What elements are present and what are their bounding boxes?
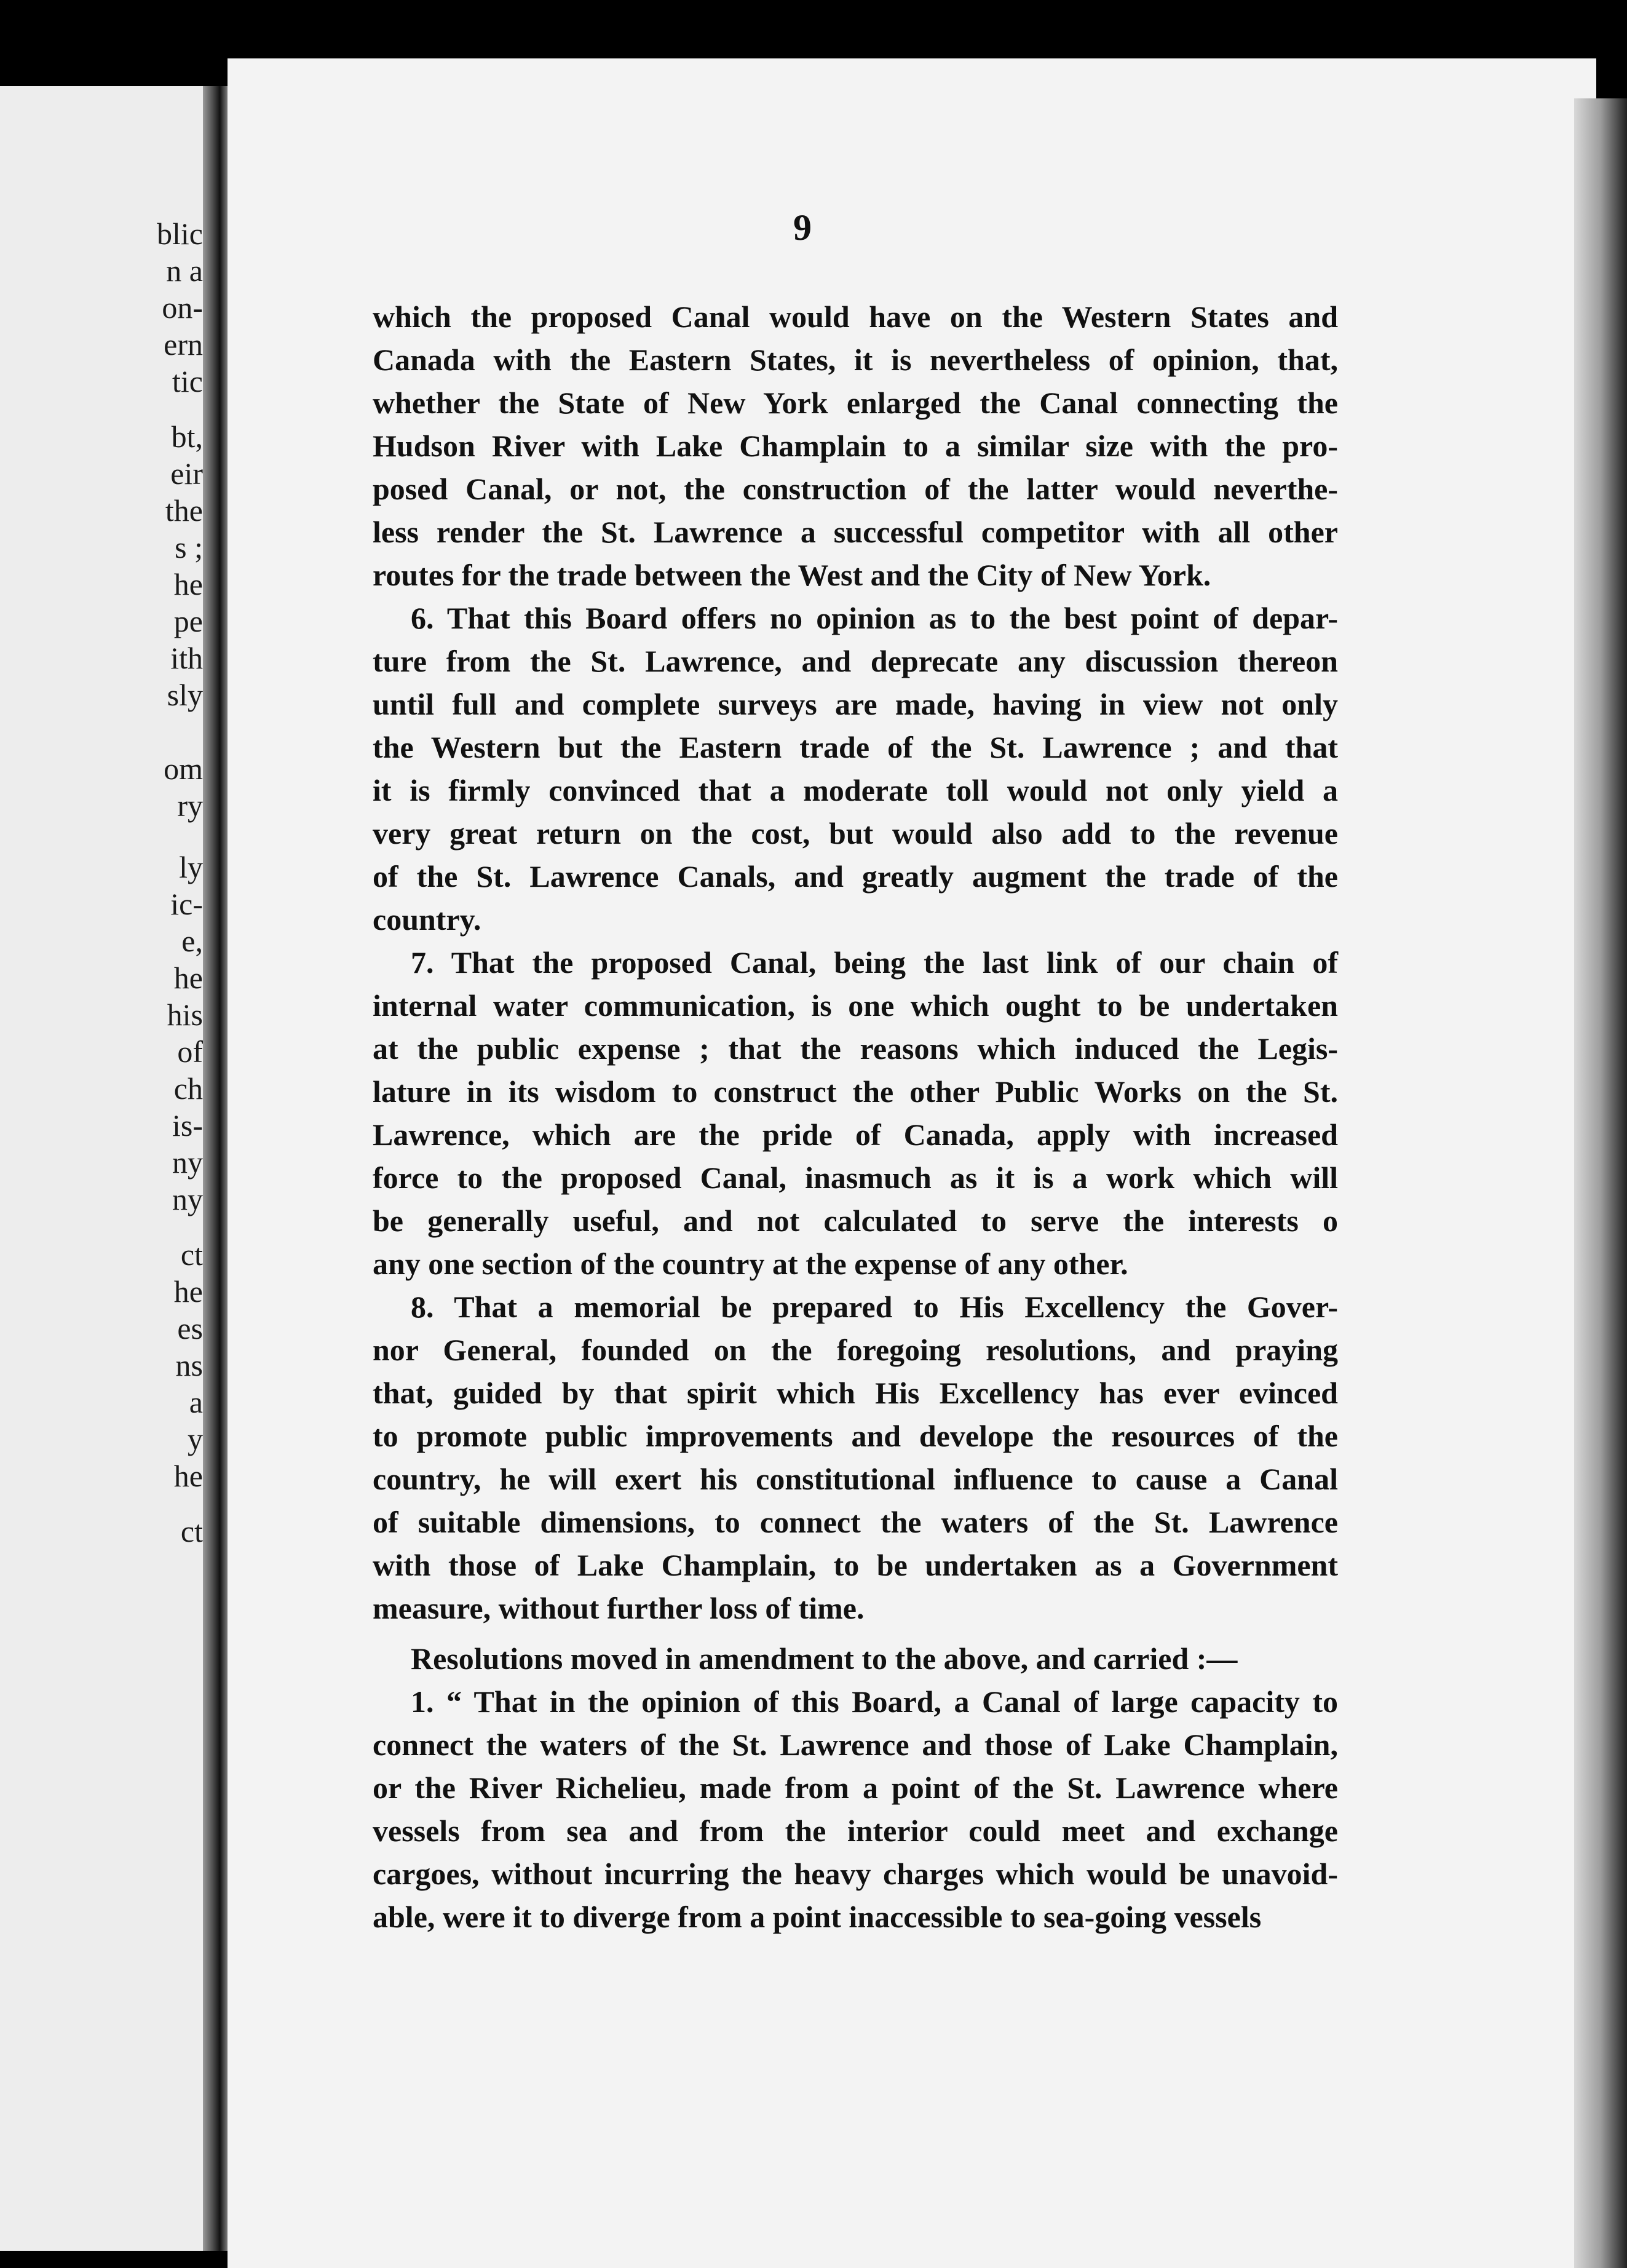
text-line: able, were it to diverge from a point inaccessible to sea-going vessels [373,1900,1262,1934]
left-page-fragment: sly [167,678,203,712]
text-line: cargoes, without incurring the heavy charges which would be unavoid- [373,1857,1338,1891]
text-line: or the River Richelieu, made from a point of the St. Lawrence where [373,1770,1338,1805]
text-line: 6. That this Board offers no opinion as to the best point of depar- [411,601,1338,635]
page-body-text [373,295,1338,1938]
text-line: 1. “ That in the opinion of this Board, a Canal of large capacity to [411,1684,1338,1719]
paragraph [373,1285,1338,1630]
left-page-fragment: ct [180,1237,203,1272]
text-line: of suitable dimensions, to connect the waters of the St. Lawrence [373,1505,1338,1539]
left-page-fragment: s ; [175,530,203,565]
left-page-fragment: his [167,997,203,1032]
text-line: vessels from sea and from the interior could meet and exchange [373,1814,1338,1848]
left-page-fragment: ly [179,850,203,884]
text-line: until full and complete surveys are made, having in view not only [373,687,1338,721]
left-page-fragment: ct [180,1514,203,1548]
paragraph [373,1680,1338,1938]
left-page-fragment: tic [172,364,203,398]
text-line: any one section of the country at the expense of any other. [373,1247,1128,1281]
left-page-fragment: n a [166,253,203,288]
text-line: posed Canal, or not, the construction of the latter would neverthe- [373,472,1338,506]
left-page-fragment: ry [177,788,203,823]
left-page-fragment: bt, [171,419,203,454]
text-line: less render the St. Lawrence a successful competitor with all other [373,515,1338,549]
text-line: force to the proposed Canal, inasmuch as it is a work which will [373,1160,1338,1195]
text-line: which the proposed Canal would have on the Western States and [373,299,1338,334]
left-page-fragment: on- [162,290,203,325]
text-line: lature in its wisdom to construct the other Public Works on the St. [373,1074,1338,1109]
text-line: country, he will exert his constitutional influence to cause a Canal [373,1462,1338,1496]
left-page-fragment: blic [157,216,203,251]
text-line: nor General, founded on the foregoing resolutions, and praying [373,1333,1338,1367]
left-page-fragment: ch [173,1071,203,1106]
text-line: Lawrence, which are the pride of Canada, apply with increased [373,1117,1338,1152]
text-line: Resolutions moved in amendment to the above, and carried :— [411,1641,1238,1676]
text-line: to promote public improvements and develope the resources of the [373,1419,1338,1453]
left-page-fragment: ic- [170,887,203,921]
paragraph [373,597,1338,941]
paragraph [373,1637,1338,1680]
text-line: ture from the St. Lawrence, and deprecate any discussion thereon [373,644,1338,678]
left-page-fragment: he [173,567,203,601]
text-line: be generally useful, and not calculated to serve the interests o [373,1203,1338,1238]
text-line: with those of Lake Champlain, to be undertaken as a Government [373,1548,1338,1582]
text-line: it is firmly convinced that a moderate toll would not only yield a [373,773,1338,807]
text-line: at the public expense ; that the reasons which induced the Legis- [373,1031,1338,1066]
left-page-fragment: the [165,493,203,528]
text-line: 7. That the proposed Canal, being the last link of our chain of [411,945,1338,980]
left-page-fragment: om [164,751,203,786]
left-page-fragment: eir [170,456,203,491]
text-line: very great return on the cost, but would also add to the revenue [373,816,1338,850]
text-line: internal water communication, is one which ought to be undertaken [373,988,1338,1023]
paragraph [373,941,1338,1285]
left-page-fragment: he [173,1274,203,1309]
text-line: measure, without further loss of time. [373,1591,865,1625]
text-line: country. [373,902,481,937]
text-line: that, guided by that spirit which His Excellency has ever evinced [373,1376,1338,1410]
text-line: Canada with the Eastern States, it is nevertheless of opinion, that, [373,343,1338,377]
text-line: connect the waters of the St. Lawrence and those of Lake Champlain, [373,1727,1338,1762]
left-page-fragment: ny [172,1182,203,1216]
left-page-fragment: es [177,1311,203,1346]
left-page-fragment: ns [175,1348,203,1382]
left-page-edge [0,86,215,2251]
text-line: of the St. Lawrence Canals, and greatly augment the trade of the [373,859,1338,894]
left-page-fragment: e, [181,924,203,958]
text-line: 8. That a memorial be prepared to His Excellency the Gover- [411,1290,1338,1324]
text-line: Hudson River with Lake Champlain to a similar size with the pro- [373,429,1338,463]
left-page-fragment: a [189,1385,203,1419]
left-page-fragment: is- [172,1108,203,1143]
text-line: whether the State of New York enlarged the Canal connecting the [373,386,1338,420]
text-line: the Western but the Eastern trade of the St. Lawrence ; and that [373,730,1338,764]
page-number: 9 [793,207,812,248]
left-page-fragment: ny [172,1145,203,1180]
paragraph [373,295,1338,597]
left-page-fragment: y [188,1422,203,1456]
left-page-fragment: pe [173,604,203,638]
left-page-fragment: of [177,1034,203,1069]
left-page-fragment: ern [164,327,203,362]
left-page-fragment: he [173,961,203,995]
left-page-fragment: he [173,1459,203,1493]
page-edge-shadow [1574,98,1627,2268]
left-page-fragment: ith [170,641,203,675]
text-line: routes for the trade between the West and the City of New York. [373,558,1211,592]
